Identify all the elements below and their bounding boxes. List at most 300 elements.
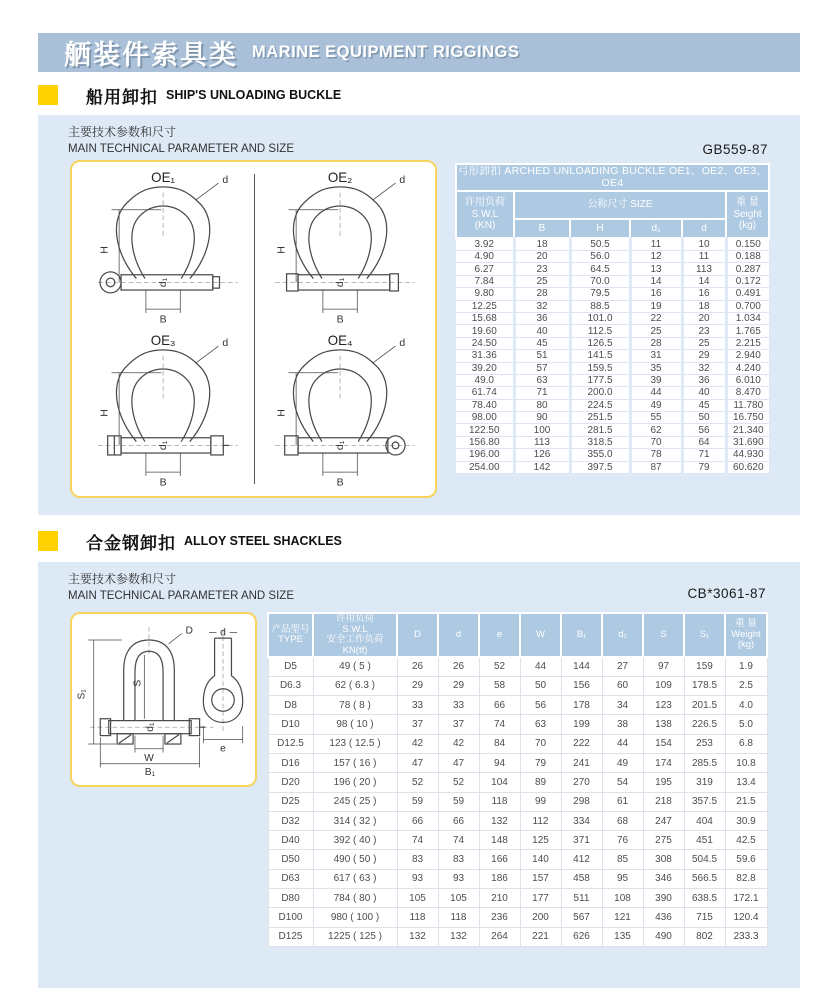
table-cell: 0.172 — [726, 275, 769, 287]
table-cell: 23 — [682, 325, 726, 337]
table-cell: 79 — [682, 461, 726, 473]
table-cell: 196.00 — [456, 449, 514, 461]
table-cell: 334 — [561, 811, 602, 830]
table-cell: 253 — [684, 734, 725, 753]
table-row — [456, 412, 769, 424]
table-cell: 47 — [438, 753, 479, 772]
table-band-title: 弓形卸扣 ARCHED UNLOADING BUCKLE OE1、OE2、OE3、OE4 — [456, 164, 769, 191]
table-cell: 60 — [602, 676, 643, 695]
table-cell: 118 — [479, 792, 520, 811]
table-cell: 37 — [397, 715, 438, 734]
table-cell: 123 ( 12.5 ) — [313, 734, 397, 753]
table-cell: 49 — [630, 399, 682, 411]
dim-label-d: d — [399, 173, 406, 186]
table-cell: 397.5 — [570, 461, 630, 473]
table-cell: 8.470 — [726, 387, 769, 399]
table-cell: 390 — [643, 889, 684, 908]
section2-subtitle — [68, 571, 294, 604]
table-cell: 74 — [479, 715, 520, 734]
table-row — [456, 436, 769, 448]
table-cell: 308 — [643, 850, 684, 869]
table-cell: 346 — [643, 869, 684, 888]
dim-label-b: B — [159, 313, 167, 326]
table-cell: 264 — [479, 927, 520, 946]
section1-title-en: SHIP'S UNLOADING BUCKLE — [166, 88, 342, 102]
table-cell: 2.215 — [726, 337, 769, 349]
table-cell: 74 — [438, 831, 479, 850]
table-cell: 13.4 — [725, 773, 767, 792]
dim-label-h: H — [98, 408, 111, 417]
table-cell: 178.5 — [684, 676, 725, 695]
table-cell: 142 — [514, 461, 570, 473]
table-row — [268, 889, 767, 908]
dim-label-d1: d₁ — [156, 440, 169, 450]
column-header-swl: 许用负荷 S.W.L (KN) — [456, 191, 514, 238]
table-cell: 20 — [682, 312, 726, 324]
table-row — [456, 387, 769, 399]
table-cell: 511 — [561, 889, 602, 908]
table-cell: 222 — [561, 734, 602, 753]
table-cell: 218 — [643, 792, 684, 811]
table-cell: 0.150 — [726, 238, 769, 251]
table-cell: 254.00 — [456, 461, 514, 473]
column-header-H: H — [570, 219, 630, 238]
table-cell: 50 — [682, 412, 726, 424]
table-cell: 357.5 — [684, 792, 725, 811]
table-cell: 70 — [630, 436, 682, 448]
table-cell: 200.0 — [570, 387, 630, 399]
dim-label-d1: d₁ — [156, 277, 169, 287]
table-cell: 93 — [438, 869, 479, 888]
table-cell: 19 — [630, 300, 682, 312]
table-cell: 29 — [438, 676, 479, 695]
table-cell: 125 — [520, 831, 561, 850]
table-cell: 166 — [479, 850, 520, 869]
table-cell: 159.5 — [570, 362, 630, 374]
table-cell: 61 — [602, 792, 643, 811]
table-cell: 148 — [479, 831, 520, 850]
table-cell: 60.620 — [726, 461, 769, 473]
table-cell: 226.5 — [684, 715, 725, 734]
dim-label-h: H — [275, 245, 288, 254]
table-cell: 567 — [561, 908, 602, 927]
table-cell: 11 — [630, 238, 682, 251]
table-cell: 56 — [520, 696, 561, 715]
dim-label-d1: d₁ — [334, 440, 347, 450]
yellow-square-bullet — [38, 85, 58, 105]
table-row — [268, 734, 767, 753]
page-banner — [38, 33, 800, 72]
table-cell: 318.5 — [570, 436, 630, 448]
table-cell: 108 — [602, 889, 643, 908]
table-cell: 25 — [514, 275, 570, 287]
table-cell: 7.84 — [456, 275, 514, 287]
table-cell: 105 — [438, 889, 479, 908]
table-cell: 112 — [520, 811, 561, 830]
table-cell: 13 — [630, 263, 682, 275]
table-row — [268, 927, 767, 946]
table-row — [456, 275, 769, 287]
table-cell: 61.74 — [456, 387, 514, 399]
table-cell: D10 — [268, 715, 313, 734]
table-cell: 3.92 — [456, 238, 514, 251]
table-cell: 79 — [520, 753, 561, 772]
table-cell: 44 — [630, 387, 682, 399]
table-cell: 100 — [514, 424, 570, 436]
table-cell: 196 ( 20 ) — [313, 773, 397, 792]
table-cell: D125 — [268, 927, 313, 946]
table-row — [268, 811, 767, 830]
table-cell: 70 — [520, 734, 561, 753]
table-cell: 89 — [520, 773, 561, 792]
table-cell: 2.940 — [726, 350, 769, 362]
table-row — [268, 792, 767, 811]
diagram-label: OE₂ — [328, 169, 353, 185]
table-cell: 141.5 — [570, 350, 630, 362]
dim-label-e: e — [219, 743, 226, 755]
table-cell: 11 — [682, 251, 726, 263]
table-row — [456, 424, 769, 436]
table-cell: 15.68 — [456, 312, 514, 324]
banner-title-en: MARINE EQUIPMENT RIGGINGS — [252, 43, 520, 61]
table-cell: 88.5 — [570, 300, 630, 312]
table-cell: 28 — [630, 337, 682, 349]
dim-label-b: B — [336, 313, 344, 326]
column-header-swl: 许用负荷 S.W.L 安全工作负荷 KN(tf) — [313, 613, 397, 657]
dim-label-d: d — [222, 173, 228, 186]
table-cell: 121 — [602, 908, 643, 927]
table-cell: 51 — [514, 350, 570, 362]
table-cell: 122.50 — [456, 424, 514, 436]
table-cell: 113 — [682, 263, 726, 275]
section2-title-zh: 合金钢卸扣 — [86, 533, 176, 553]
table-row — [268, 753, 767, 772]
table-cell: 18 — [514, 238, 570, 251]
table-cell: 210 — [479, 889, 520, 908]
table-cell: 66 — [479, 696, 520, 715]
table-cell: 157 — [520, 869, 561, 888]
subtitle-en: MAIN TECHNICAL PARAMETER AND SIZE — [68, 590, 294, 602]
table-cell: 132 — [438, 927, 479, 946]
table-cell: 18 — [682, 300, 726, 312]
table-cell: 36 — [514, 312, 570, 324]
table-cell: 42 — [397, 734, 438, 753]
table-cell: 28 — [514, 288, 570, 300]
dim-label-w: W — [143, 752, 154, 764]
table-cell: D20 — [268, 773, 313, 792]
banner-title-zh: 舾装件索具类 — [64, 40, 238, 70]
alloy-shackle-table — [267, 612, 768, 947]
table-cell: 186 — [479, 869, 520, 888]
table-cell: D32 — [268, 811, 313, 830]
table-cell: 404 — [684, 811, 725, 830]
table-cell: 451 — [684, 831, 725, 850]
table-cell: 93 — [397, 869, 438, 888]
table-row — [456, 362, 769, 374]
table-cell: 50 — [520, 676, 561, 695]
diagram-oe1 — [76, 166, 254, 329]
table-cell: 63 — [514, 374, 570, 386]
table-cell: D63 — [268, 869, 313, 888]
section1-heading — [38, 84, 341, 106]
section2-heading — [38, 530, 342, 552]
table-cell: 97 — [643, 657, 684, 676]
dim-label-b1: B₁ — [144, 766, 155, 778]
table-cell: 62 ( 6.3 ) — [313, 676, 397, 695]
table-cell: 54 — [602, 773, 643, 792]
bow-shackle-diagram — [256, 332, 428, 490]
diagram-label: OE₄ — [327, 332, 353, 348]
table-cell: 79.5 — [570, 288, 630, 300]
table-cell: 19.60 — [456, 325, 514, 337]
table-cell: 1225 ( 125 ) — [313, 927, 397, 946]
table-cell: 1.9 — [725, 657, 767, 676]
column-header-d: d — [438, 613, 479, 657]
table-cell: 490 — [643, 927, 684, 946]
table-cell: 285.5 — [684, 753, 725, 772]
table-cell: 0.700 — [726, 300, 769, 312]
table-row — [456, 374, 769, 386]
table-cell: 66 — [438, 811, 479, 830]
table-cell: 25 — [630, 325, 682, 337]
dim-label-h: H — [275, 408, 288, 417]
table-cell: 617 ( 63 ) — [313, 869, 397, 888]
table-cell: 42.5 — [725, 831, 767, 850]
table-cell: D5 — [268, 657, 313, 676]
table-cell: 56 — [682, 424, 726, 436]
dim-label-d: d — [222, 336, 228, 349]
table-cell: 22 — [630, 312, 682, 324]
table-cell: 118 — [438, 908, 479, 927]
table-cell: 236 — [479, 908, 520, 927]
dim-label-d1: d₁ — [334, 277, 347, 287]
table-cell: 68 — [602, 811, 643, 830]
column-header-d1: d₁ — [630, 219, 682, 238]
table-cell: 177 — [520, 889, 561, 908]
table-cell: D50 — [268, 850, 313, 869]
section1-panel — [38, 115, 800, 515]
table-cell: 6.8 — [725, 734, 767, 753]
table-cell: 31.690 — [726, 436, 769, 448]
table-cell: 44 — [520, 657, 561, 676]
table-cell: 57 — [514, 362, 570, 374]
table-cell: 45 — [682, 399, 726, 411]
table-cell: 4.90 — [456, 251, 514, 263]
table-cell: 62 — [630, 424, 682, 436]
table-cell: D40 — [268, 831, 313, 850]
table-cell: 638.5 — [684, 889, 725, 908]
diagram-oe2 — [254, 166, 432, 329]
table-cell: 412 — [561, 850, 602, 869]
table-cell: 270 — [561, 773, 602, 792]
table-cell: 16 — [630, 288, 682, 300]
table-cell: 44 — [602, 734, 643, 753]
table-cell: 112.5 — [570, 325, 630, 337]
table-cell: 83 — [438, 850, 479, 869]
table-cell: 83 — [397, 850, 438, 869]
table-cell: 174 — [643, 753, 684, 772]
table-cell: 55 — [630, 412, 682, 424]
table-cell: 12 — [630, 251, 682, 263]
column-group-size: 公称尺寸 SIZE — [514, 191, 726, 219]
table-cell: 63 — [520, 715, 561, 734]
table-cell: 21.5 — [725, 792, 767, 811]
table-cell: 42 — [438, 734, 479, 753]
table-cell: 140 — [520, 850, 561, 869]
table-cell: 1.034 — [726, 312, 769, 324]
table-cell: 802 — [684, 927, 725, 946]
table-cell: 27 — [602, 657, 643, 676]
table-cell: 314 ( 32 ) — [313, 811, 397, 830]
column-header-d: d — [682, 219, 726, 238]
table-cell: 76 — [602, 831, 643, 850]
dim-label-h: H — [98, 245, 111, 254]
table-cell: 85 — [602, 850, 643, 869]
column-header-D: D — [397, 613, 438, 657]
column-header-d1: d₁ — [602, 613, 643, 657]
diagram-oe3 — [76, 329, 254, 492]
table-cell: 78 ( 8 ) — [313, 696, 397, 715]
table-cell: 199 — [561, 715, 602, 734]
table-cell: 32 — [514, 300, 570, 312]
table-cell: 9.80 — [456, 288, 514, 300]
table-cell: 144 — [561, 657, 602, 676]
table-cell: 138 — [643, 715, 684, 734]
table-cell: 0.287 — [726, 263, 769, 275]
dee-shackle-diagram-box — [70, 612, 257, 787]
bow-shackle-diagram — [79, 169, 251, 327]
section1-subtitle — [68, 124, 294, 157]
table-cell: 16.750 — [726, 412, 769, 424]
table-cell: 12.25 — [456, 300, 514, 312]
table-cell: 126 — [514, 449, 570, 461]
column-header-b1: B₁ — [561, 613, 602, 657]
table-cell: 4.240 — [726, 362, 769, 374]
diagram-label: OE₁ — [150, 169, 175, 185]
table-row — [456, 312, 769, 324]
table-cell: 37 — [438, 715, 479, 734]
table-cell: 49.0 — [456, 374, 514, 386]
table-cell: 99 — [520, 792, 561, 811]
table-row — [456, 251, 769, 263]
table-cell: 21.340 — [726, 424, 769, 436]
table-cell: 10 — [682, 238, 726, 251]
table-cell: 24.50 — [456, 337, 514, 349]
table-cell: 245 ( 25 ) — [313, 792, 397, 811]
dim-label-D: D — [185, 624, 193, 636]
table-cell: 132 — [479, 811, 520, 830]
table-cell: 94 — [479, 753, 520, 772]
table-cell: 52 — [479, 657, 520, 676]
table-row — [268, 869, 767, 888]
table-cell: 6.010 — [726, 374, 769, 386]
table-cell: 45 — [514, 337, 570, 349]
table-cell: 118 — [397, 908, 438, 927]
table-row — [268, 657, 767, 676]
table-cell: 56.0 — [570, 251, 630, 263]
table-row — [456, 238, 769, 251]
table-cell: 120.4 — [725, 908, 767, 927]
table-cell: 626 — [561, 927, 602, 946]
table-cell: 33 — [438, 696, 479, 715]
table-cell: 1.765 — [726, 325, 769, 337]
column-header-e: e — [479, 613, 520, 657]
table-row — [268, 715, 767, 734]
table-row — [268, 831, 767, 850]
dim-label-b: B — [336, 476, 344, 489]
table-cell: 109 — [643, 676, 684, 695]
table-cell: 59 — [397, 792, 438, 811]
table-cell: 33 — [397, 696, 438, 715]
table-cell: 126.5 — [570, 337, 630, 349]
table-cell: 233.3 — [725, 927, 767, 946]
table-cell: D16 — [268, 753, 313, 772]
table-cell: 0.491 — [726, 288, 769, 300]
table-cell: 371 — [561, 831, 602, 850]
dim-label-d: d — [399, 336, 406, 349]
table-cell: 87 — [630, 461, 682, 473]
table-cell: 47 — [397, 753, 438, 772]
table-cell: 11.780 — [726, 399, 769, 411]
table-cell: 40 — [682, 387, 726, 399]
table-cell: D80 — [268, 889, 313, 908]
table-cell: 52 — [397, 773, 438, 792]
dim-label-s1: S₁ — [75, 688, 87, 700]
table-cell: 135 — [602, 927, 643, 946]
table-row — [456, 325, 769, 337]
table-cell: 156 — [561, 676, 602, 695]
table-cell: 31.36 — [456, 350, 514, 362]
table-row — [456, 337, 769, 349]
table-cell: 221 — [520, 927, 561, 946]
table-cell: D8 — [268, 696, 313, 715]
section1-title-zh: 船用卸扣 — [86, 87, 158, 107]
table-cell: 105 — [397, 889, 438, 908]
dee-shackle-diagram — [75, 620, 253, 780]
subtitle-zh: 主要技术参数和尺寸 — [68, 125, 177, 139]
table-cell: 566.5 — [684, 869, 725, 888]
table-cell: D12.5 — [268, 734, 313, 753]
table-cell: 275 — [643, 831, 684, 850]
table-cell: 36 — [682, 374, 726, 386]
table-cell: 25 — [682, 337, 726, 349]
table-cell: 319 — [684, 773, 725, 792]
table-cell: 29 — [682, 350, 726, 362]
table-cell: 44.930 — [726, 449, 769, 461]
standard-code-cb: CB*3061-87 — [687, 586, 766, 601]
table-cell: 49 ( 5 ) — [313, 657, 397, 676]
dim-label-d1: d₁ — [144, 722, 156, 732]
table-cell: 52 — [438, 773, 479, 792]
bow-shackle-diagram — [79, 332, 251, 490]
table-row — [268, 850, 767, 869]
table-cell: 58 — [479, 676, 520, 695]
table-cell: 84 — [479, 734, 520, 753]
table-cell: 71 — [514, 387, 570, 399]
table-cell: 40 — [514, 325, 570, 337]
table-cell: 123 — [643, 696, 684, 715]
table-row — [456, 288, 769, 300]
table-cell: 2.5 — [725, 676, 767, 695]
table-cell: 201.5 — [684, 696, 725, 715]
table-cell: 281.5 — [570, 424, 630, 436]
table-cell: 392 ( 40 ) — [313, 831, 397, 850]
column-header-s1: S₁ — [684, 613, 725, 657]
table-cell: 504.5 — [684, 850, 725, 869]
table-cell: 78.40 — [456, 399, 514, 411]
table-cell: D25 — [268, 792, 313, 811]
table-cell: 458 — [561, 869, 602, 888]
